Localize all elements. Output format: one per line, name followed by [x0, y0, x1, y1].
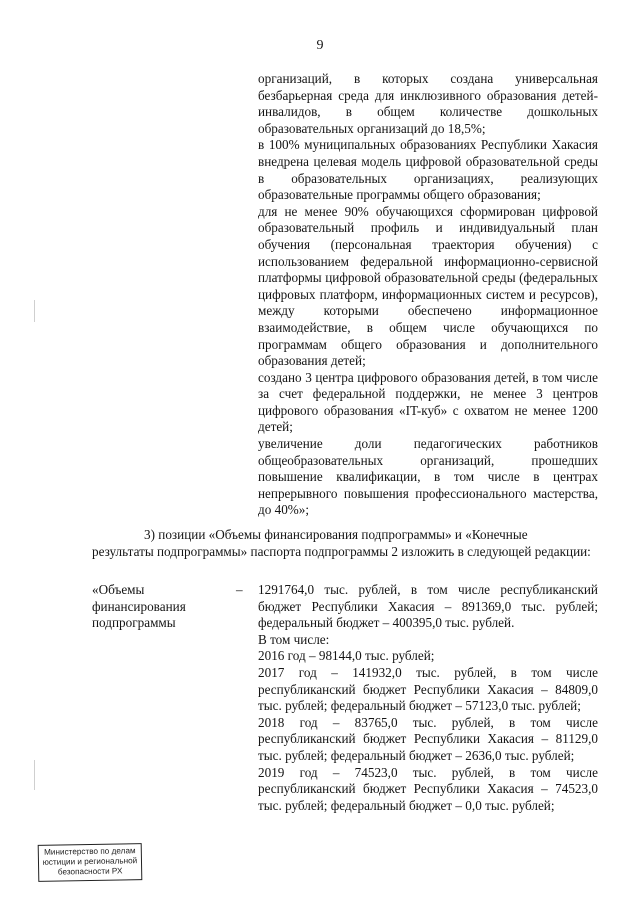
stamp-line: безопасности РХ	[57, 866, 123, 877]
goal-paragraph: создано 3 центра цифрового образования детей, в том числе за счет федеральной поддержки, не менее 3 центров цифрового образования «IT-куб» с охватом не менее 1200 детей;	[258, 369, 598, 435]
funding-paragraph: 2017 год – 141932,0 тыс. рублей, в том числе республиканский бюджет Республики Хакасия – 84809,0 тыс. рублей; федеральный бюджет – 57123,0 тыс. рублей;	[258, 664, 598, 714]
amendment-item-3	[92, 527, 598, 560]
amendment-item-3-continuation: результаты подпрограммы» паспорта подпрограммы 2 изложить в следующей редакции:	[92, 543, 591, 559]
page-number: 9	[316, 38, 324, 53]
amendment-item-3-first-line: 3) позиции «Объемы финансирования подпрограммы» и «Конечные	[144, 527, 528, 542]
funding-paragraph: В том числе:	[258, 631, 330, 647]
goals-list	[258, 71, 598, 519]
stamp-line: Министерство по делам	[43, 846, 136, 857]
passport-field-value	[258, 582, 598, 814]
funding-paragraph: 2016 год – 98144,0 тыс. рублей;	[258, 648, 435, 664]
goal-paragraph: организаций, в которых создана универсальная безбарьерная среда для инклюзивного образования детей-инвалидов, в общем количестве дошкольных образовательных организаций до 18,5%;	[258, 71, 598, 136]
passport-field-label	[92, 582, 232, 632]
goal-paragraph: в 100% муниципальных образованиях Республики Хакасия внедрена целевая модель цифровой образовательной среды в образовательных организациях, реализующих образовательные программы общего образования;	[258, 137, 598, 203]
scan-margin-mark	[34, 300, 35, 322]
passport-label-line: финансирования	[92, 598, 186, 614]
label-value-separator: –	[236, 582, 243, 597]
goal-paragraph: для не менее 90% обучающихся сформирован цифровой образовательный профиль и индивидуальный план обучения (персональная траектория обучения) с использованием федеральной информационно-сервисной платформы цифровой образовательной среды (федеральных цифровых платформ, информационных систем и ресурсов), между которыми обеспечено информационное взаимодействие, в общем числе обучающихся по программам общего образования и дополнительного образования детей;	[258, 203, 598, 369]
ministry-stamp	[38, 843, 143, 882]
funding-paragraph: 1291764,0 тыс. рублей, в том числе республиканский бюджет Республики Хакасия – 891369,0 тыс. рублей; федеральный бюджет – 400395,0 тыс. рублей.	[258, 582, 598, 631]
scan-margin-mark	[34, 760, 35, 790]
passport-label-line: подпрограммы	[92, 615, 176, 631]
stamp-line: юстиции и региональной	[42, 856, 138, 867]
goal-paragraph: увеличение доли педагогических работников общеобразовательных организаций, прошедших повышение квалификации, в том числе в центрах непрерывного повышения профессионального мастерства, до 40%»;	[258, 436, 598, 518]
funding-paragraph: 2019 год – 74523,0 тыс. рублей, в том числе республиканский бюджет Республики Хакасия – 74523,0 тыс. рублей; федеральный бюджет – 0,0 тыс. рублей;	[258, 764, 598, 813]
funding-paragraph: 2018 год – 83765,0 тыс. рублей, в том числе республиканский бюджет Республики Хакасия – 81129,0 тыс. рублей; федеральный бюджет – 2636,0 тыс. рублей;	[258, 714, 598, 763]
passport-label-line: «Объемы	[92, 582, 145, 597]
